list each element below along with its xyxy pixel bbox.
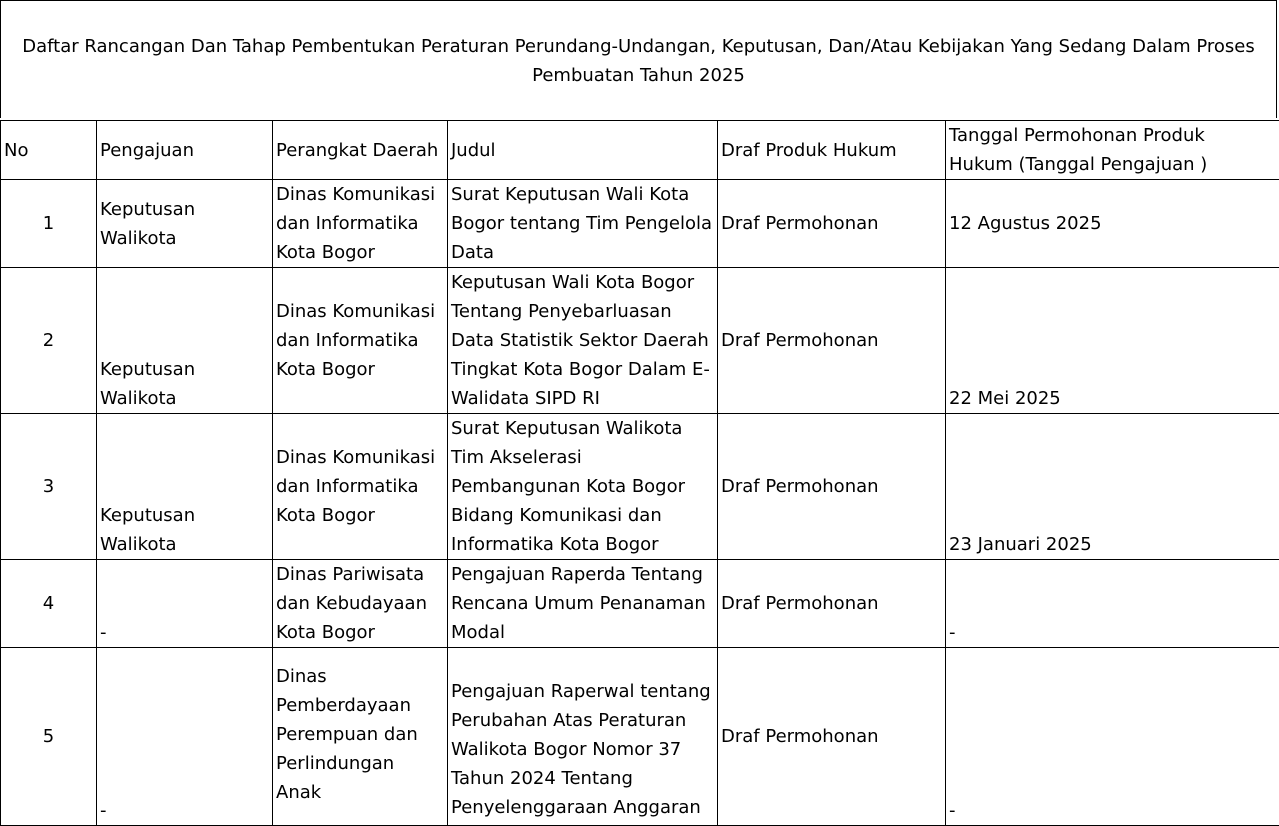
table-row	[1, 268, 1279, 414]
cell-tanggal[interactable]: 22 Mei 2025	[946, 268, 1279, 414]
cell-line: Surat Keputusan Wali Kota	[451, 180, 717, 209]
cell-line: Keputusan Wali Kota Bogor	[451, 268, 717, 297]
cell-line: Kota Bogor	[276, 355, 447, 384]
cell-line: Tentang Penyebarluasan	[451, 297, 717, 326]
cell-no[interactable]: 1	[1, 180, 97, 268]
cell-line: Pengajuan Raperwal tentang	[451, 677, 717, 706]
cell-tanggal[interactable]: -	[946, 648, 1279, 826]
cell-line: Keputusan	[100, 195, 272, 224]
cell-perangkat-daerah[interactable]	[273, 414, 448, 560]
cell-tanggal[interactable]: 12 Agustus 2025	[946, 180, 1279, 268]
cell-line: dan Informatika	[276, 472, 447, 501]
cell-line: Bidang Komunikasi dan	[451, 501, 717, 530]
table-row	[1, 180, 1279, 268]
regulation-table	[0, 120, 1279, 826]
table-row	[1, 560, 1279, 648]
cell-line: Walidata SIPD RI	[451, 384, 717, 413]
header-tanggal-line-1: Tanggal Permohonan Produk	[949, 121, 1279, 150]
cell-draf-produk-hukum[interactable]: Draf Permohonan	[718, 268, 946, 414]
header-tanggal[interactable]	[946, 121, 1279, 180]
cell-line: Perlindungan	[276, 749, 447, 778]
table-row	[1, 648, 1279, 826]
cell-tanggal[interactable]: -	[946, 560, 1279, 648]
cell-line: Dinas Komunikasi	[276, 180, 447, 209]
header-no[interactable]: No	[1, 121, 97, 180]
cell-line: Tahun 2024 Tentang	[451, 764, 717, 793]
cell-line: Pemberdayaan	[276, 691, 447, 720]
header-perangkat-daerah[interactable]: Perangkat Daerah	[273, 121, 448, 180]
table-row	[1, 414, 1279, 560]
document-title	[0, 0, 1277, 118]
cell-no[interactable]: 2	[1, 268, 97, 414]
cell-pengajuan[interactable]	[97, 414, 273, 560]
cell-line: Walikota	[100, 224, 272, 253]
header-draf-produk-hukum[interactable]: Draf Produk Hukum	[718, 121, 946, 180]
cell-line: Walikota	[100, 384, 272, 413]
cell-line: dan Informatika	[276, 326, 447, 355]
cell-pengajuan[interactable]	[97, 268, 273, 414]
header-tanggal-line-2: Hukum (Tanggal Pengajuan )	[949, 150, 1279, 179]
cell-line: Dinas Pariwisata	[276, 560, 447, 589]
cell-line: Keputusan	[100, 501, 272, 530]
cell-line: Penyelenggaraan Anggaran	[451, 793, 717, 822]
title-line-1: Daftar Rancangan Dan Tahap Pembentukan Peraturan Perundang-Undangan, Keputusan, Dan/Atau Kebijakan Yang Sedang Dalam Proses	[1, 32, 1276, 61]
cell-line: Pengajuan Raperda Tentang	[451, 560, 717, 589]
cell-pengajuan[interactable]	[97, 648, 273, 826]
cell-judul[interactable]	[448, 560, 718, 648]
cell-perangkat-daerah[interactable]	[273, 648, 448, 826]
cell-pengajuan[interactable]	[97, 180, 273, 268]
cell-line: Bogor tentang Tim Pengelola	[451, 209, 717, 238]
cell-line: Dinas Komunikasi	[276, 297, 447, 326]
cell-no[interactable]: 4	[1, 560, 97, 648]
cell-tanggal[interactable]: 23 Januari 2025	[946, 414, 1279, 560]
cell-line: Walikota Bogor Nomor 37	[451, 735, 717, 764]
cell-line: Surat Keputusan Walikota	[451, 414, 717, 443]
cell-line: Kota Bogor	[276, 238, 447, 267]
cell-judul[interactable]	[448, 268, 718, 414]
title-line-2: Pembuatan Tahun 2025	[1, 61, 1276, 90]
cell-line: Dinas	[276, 662, 447, 691]
cell-line: Walikota	[100, 530, 272, 559]
cell-line: Tim Akselerasi	[451, 443, 717, 472]
header-judul[interactable]: Judul	[448, 121, 718, 180]
cell-line: Tingkat Kota Bogor Dalam E-	[451, 355, 717, 384]
cell-line: Dinas Komunikasi	[276, 443, 447, 472]
cell-perangkat-daerah[interactable]	[273, 180, 448, 268]
cell-line: Perubahan Atas Peraturan	[451, 706, 717, 735]
cell-line: Data Statistik Sektor Daerah	[451, 326, 717, 355]
cell-pengajuan[interactable]	[97, 560, 273, 648]
cell-judul[interactable]	[448, 180, 718, 268]
cell-line: dan Informatika	[276, 209, 447, 238]
cell-line: -	[100, 618, 272, 647]
cell-line: Rencana Umum Penanaman	[451, 589, 717, 618]
cell-line: Modal	[451, 618, 717, 647]
cell-line: Keputusan	[100, 355, 272, 384]
cell-perangkat-daerah[interactable]	[273, 560, 448, 648]
cell-line: Data	[451, 238, 717, 267]
cell-line: Kota Bogor	[276, 618, 447, 647]
cell-perangkat-daerah[interactable]	[273, 268, 448, 414]
cell-line: Informatika Kota Bogor	[451, 530, 717, 559]
table-header-row	[1, 121, 1279, 180]
cell-draf-produk-hukum[interactable]: Draf Permohonan	[718, 180, 946, 268]
cell-line: dan Kebudayaan	[276, 589, 447, 618]
cell-judul[interactable]	[448, 414, 718, 560]
cell-line: -	[100, 796, 272, 825]
cell-draf-produk-hukum[interactable]: Draf Permohonan	[718, 648, 946, 826]
cell-line: Pembangunan Kota Bogor	[451, 472, 717, 501]
cell-line: Anak	[276, 778, 447, 807]
cell-line: Perempuan dan	[276, 720, 447, 749]
cell-no[interactable]: 5	[1, 648, 97, 826]
cell-draf-produk-hukum[interactable]: Draf Permohonan	[718, 560, 946, 648]
cell-judul[interactable]	[448, 648, 718, 826]
header-pengajuan[interactable]: Pengajuan	[97, 121, 273, 180]
cell-line: Kota Bogor	[276, 501, 447, 530]
cell-no[interactable]: 3	[1, 414, 97, 560]
cell-draf-produk-hukum[interactable]: Draf Permohonan	[718, 414, 946, 560]
